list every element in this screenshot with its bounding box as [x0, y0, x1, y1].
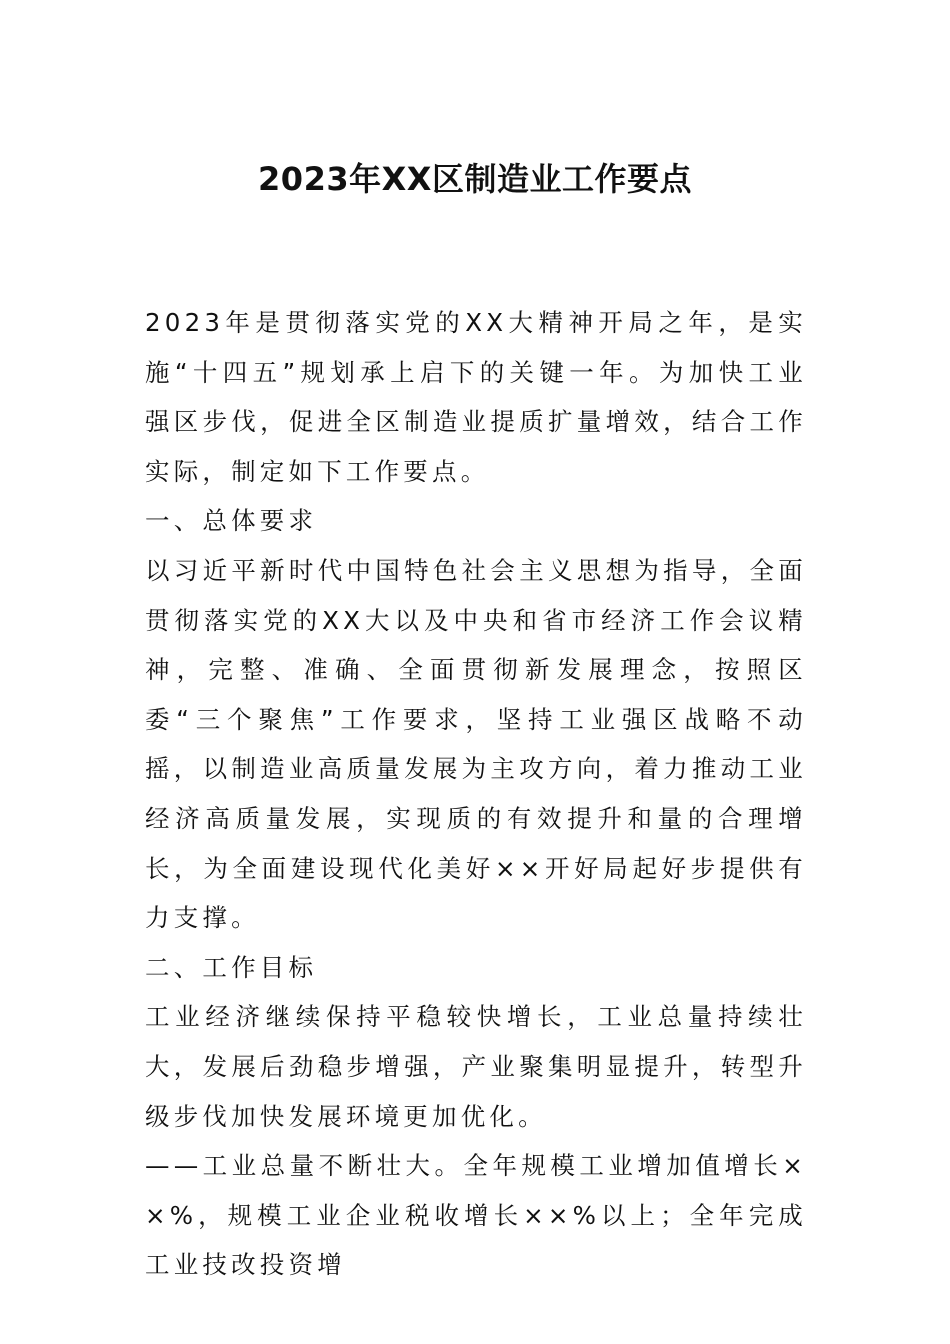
section-heading-work-goals: 二、工作目标: [145, 952, 318, 982]
intro-paragraph: 2023年是贯彻落实党的XX大精神开局之年，是实施“十四五”规划承上启下的关键一年。为加快工业强区步伐，促进全区制造业提质扩量增效，结合工作实际，制定如下工作要点。: [145, 308, 807, 486]
general-requirements-paragraph: 以习近平新时代中国特色社会主义思想为指导，全面贯彻落实党的XX大以及中央和省市经济工作会议精神，完整、准确、全面贯彻新发展理念，按照区委“三个聚焦”工作要求，坚持工业强区战略不动摇，以制造业高质量发展为主攻方向，着力推动工业经济高质量发展，实现质的有效提升和量的合理增长，为全面建设现代化美好××开好局起好步提供有力支撑。: [145, 555, 807, 933]
section-heading-general-requirements: 一、总体要求: [145, 506, 318, 536]
document-title: 2023年XX区制造业工作要点: [258, 160, 692, 198]
document-body: [145, 298, 807, 1290]
industrial-output-paragraph: ——工业总量不断壮大。全年规模工业增加值增长××%，规模工业企业税收增长××%以上；全年完成工业技改投资增: [145, 1151, 807, 1280]
work-goals-paragraph: 工业经济继续保持平稳较快增长，工业总量持续壮大，发展后劲稳步增强，产业聚集明显提升，转型升级步伐加快发展环境更加优化。: [145, 1002, 807, 1131]
